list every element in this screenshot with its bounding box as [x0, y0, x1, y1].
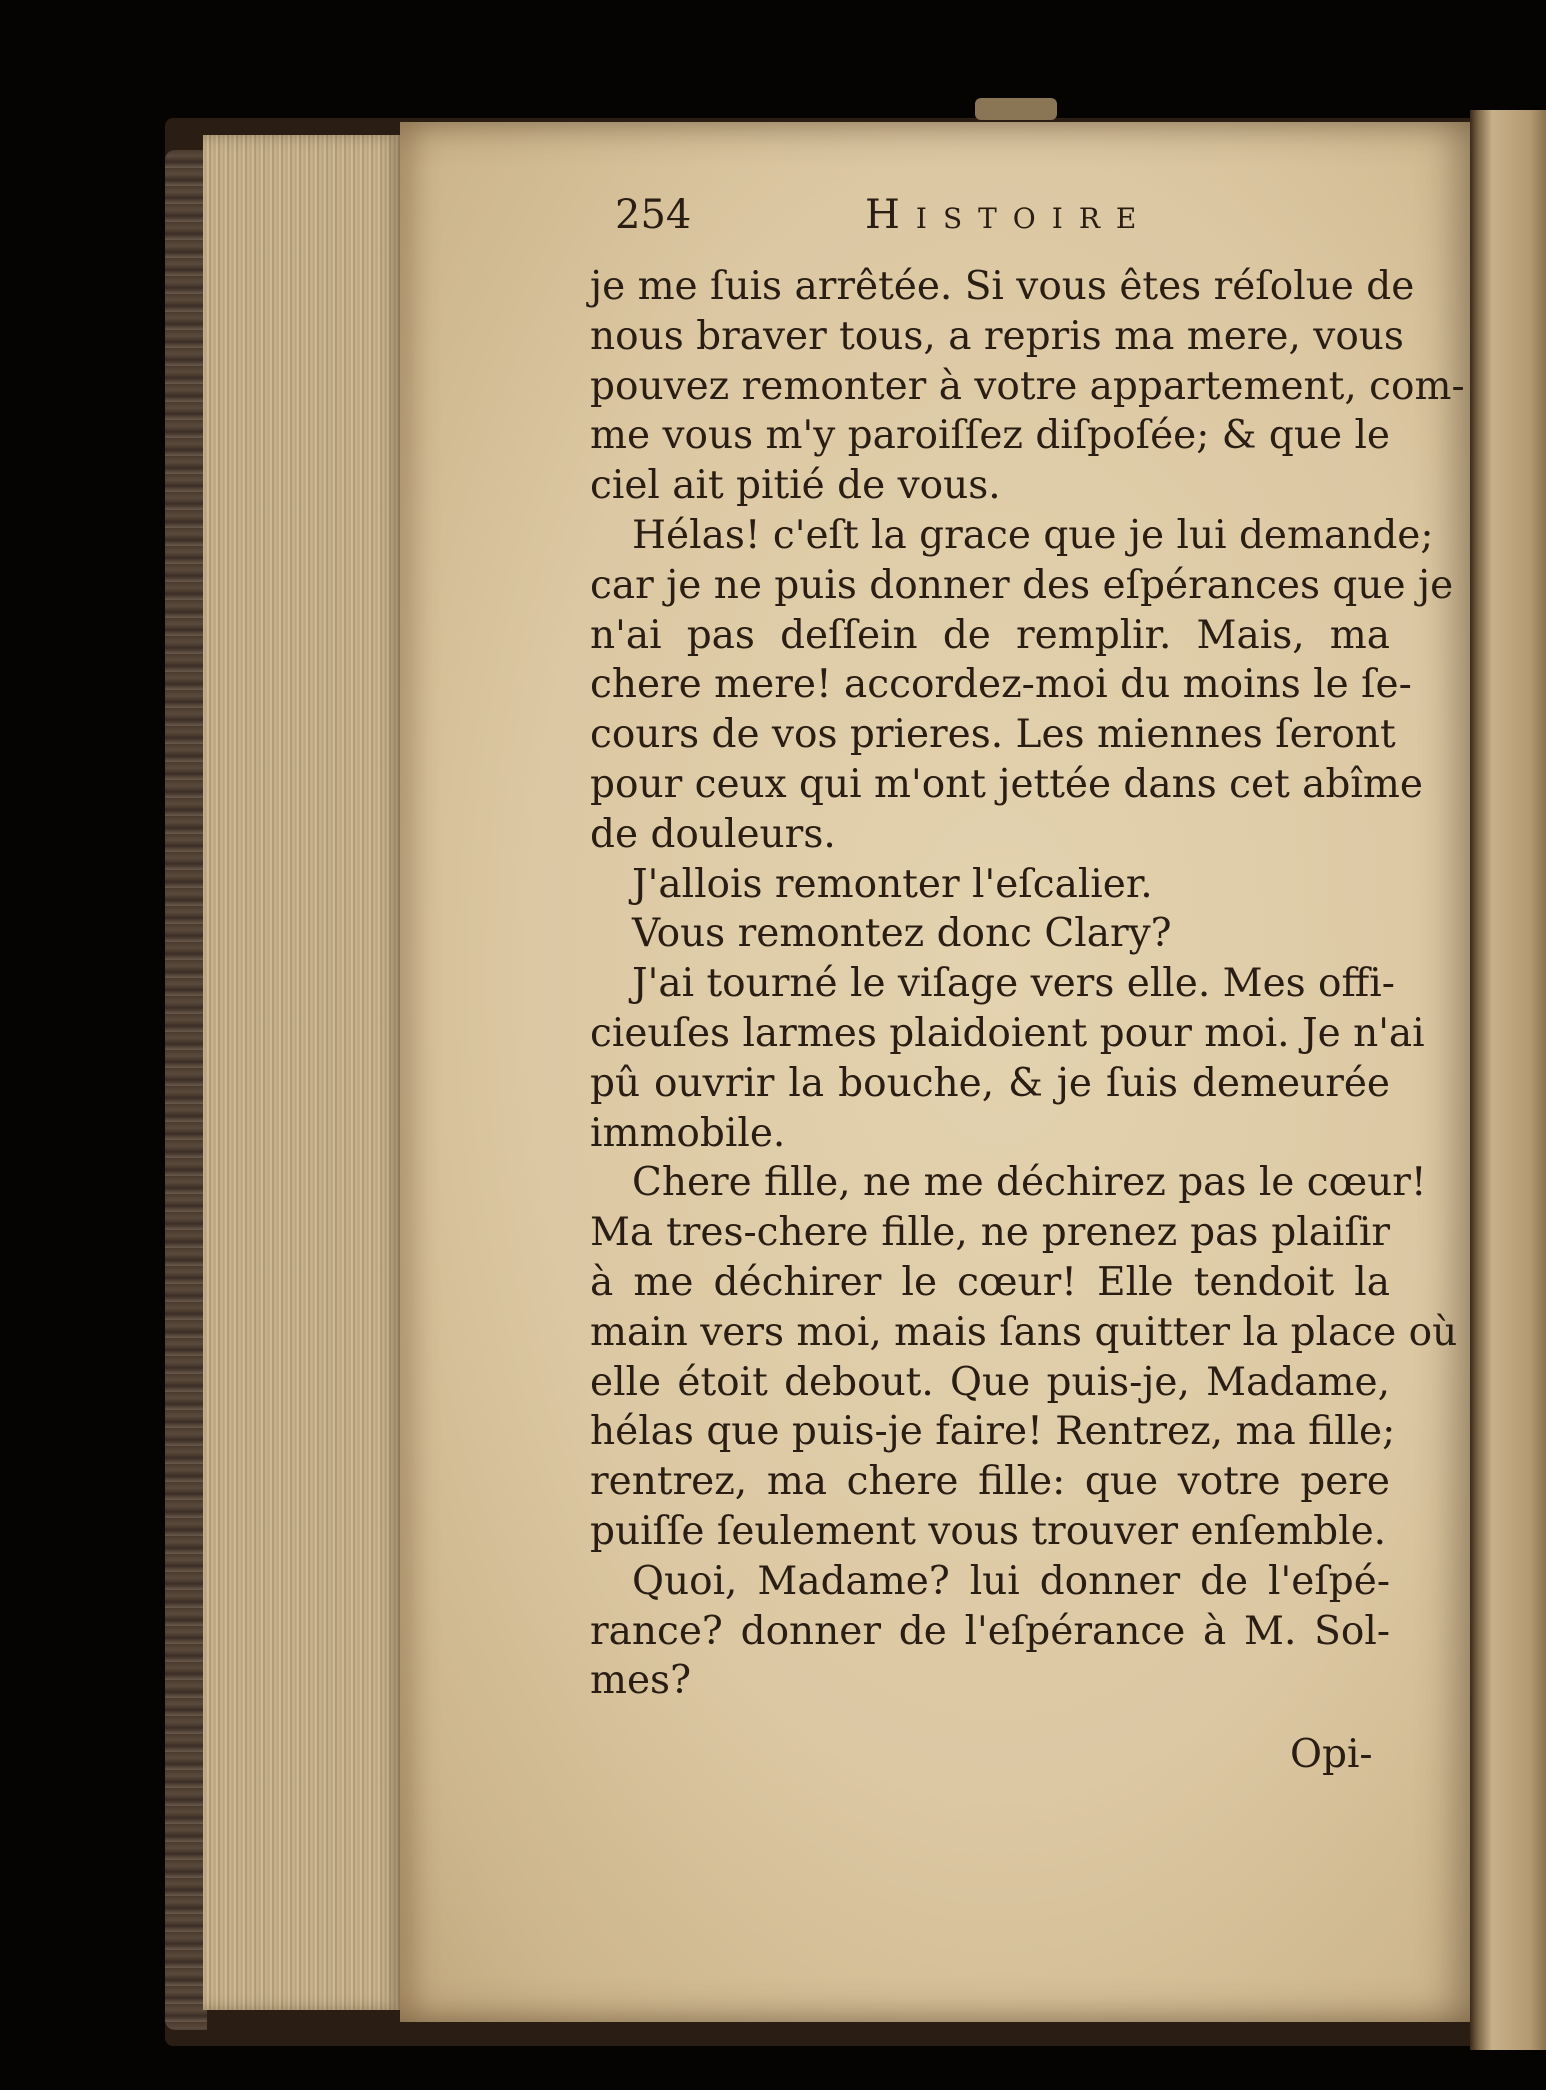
text-line: Hélas! c'eſt la grace que je lui demande;	[632, 512, 1434, 558]
facing-page-gutter	[1470, 110, 1546, 2050]
text-line: me vous m'y paroiſſez diſpoſée; & que le	[590, 413, 1391, 459]
text-line: n'ai pas deſſein de remplir. Mais, ma	[590, 612, 1390, 658]
text-line: je me ſuis arrêtée. Si vous êtes réſolue de	[590, 264, 1415, 309]
text-line: hélas que puis-je faire! Rentrez, ma fille;	[590, 1409, 1396, 1455]
text-line: Chere fille, ne me déchirez pas le cœur!	[632, 1160, 1427, 1206]
text-line: elle étoit debout. Que puis-je, Madame,	[590, 1359, 1390, 1405]
book-spine-edge	[165, 150, 207, 2030]
page-header	[615, 192, 1155, 242]
text-line: chere mere! accordez-moi du moins le ſe-	[590, 662, 1412, 708]
text-line: Vous remontez donc Clary?	[632, 911, 1172, 957]
text-line: mes?	[590, 1658, 691, 1704]
text-line: rentrez, ma chere fille: que votre pere	[590, 1459, 1390, 1505]
text-line: Ma tres-chere fille, ne prenez pas plaiſir	[590, 1210, 1390, 1256]
text-line: rance? donner de l'eſpérance à M. Sol-	[590, 1608, 1390, 1654]
text-line: J'ai tourné le viſage vers elle. Mes offi-	[632, 961, 1395, 1007]
text-line: de douleurs.	[590, 811, 836, 857]
text-line: cours de vos prieres. Les miennes ſeront	[590, 712, 1396, 758]
book-clasp	[975, 98, 1057, 120]
text-line: puiſſe ſeulement vous trouver enſemble.	[590, 1508, 1387, 1554]
text-line: car je ne puis donner des eſpérances que je	[590, 562, 1454, 608]
text-line: nous braver tous, a repris ma mere, vous	[590, 313, 1404, 359]
text-line: pouvez remonter à votre appartement, com-	[590, 363, 1465, 409]
text-line: cieuſes larmes plaidoient pour moi. Je n'ai	[590, 1010, 1425, 1056]
text-line: à me déchirer le cœur! Elle tendoit la	[590, 1259, 1390, 1305]
text-line: immobile.	[590, 1110, 786, 1156]
page-fore-edge	[203, 135, 403, 2010]
text-line: main vers moi, mais ſans quitter la place où	[590, 1309, 1458, 1355]
text-line: J'allois remonter l'eſcalier.	[632, 861, 1153, 907]
text-line: pû ouvrir la bouche, & je ſuis demeurée	[590, 1060, 1390, 1106]
page-body	[590, 262, 1465, 1706]
text-line: ciel ait pitié de vous.	[590, 463, 1001, 509]
text-line: Quoi, Madame? lui donner de l'eſpé-	[632, 1558, 1390, 1604]
catchword: Opi-	[1290, 1732, 1373, 1777]
text-line: pour ceux qui m'ont jettée dans cet abîme	[590, 761, 1423, 807]
page-number: 254	[615, 192, 692, 238]
running-head: Histoire	[865, 192, 1153, 238]
